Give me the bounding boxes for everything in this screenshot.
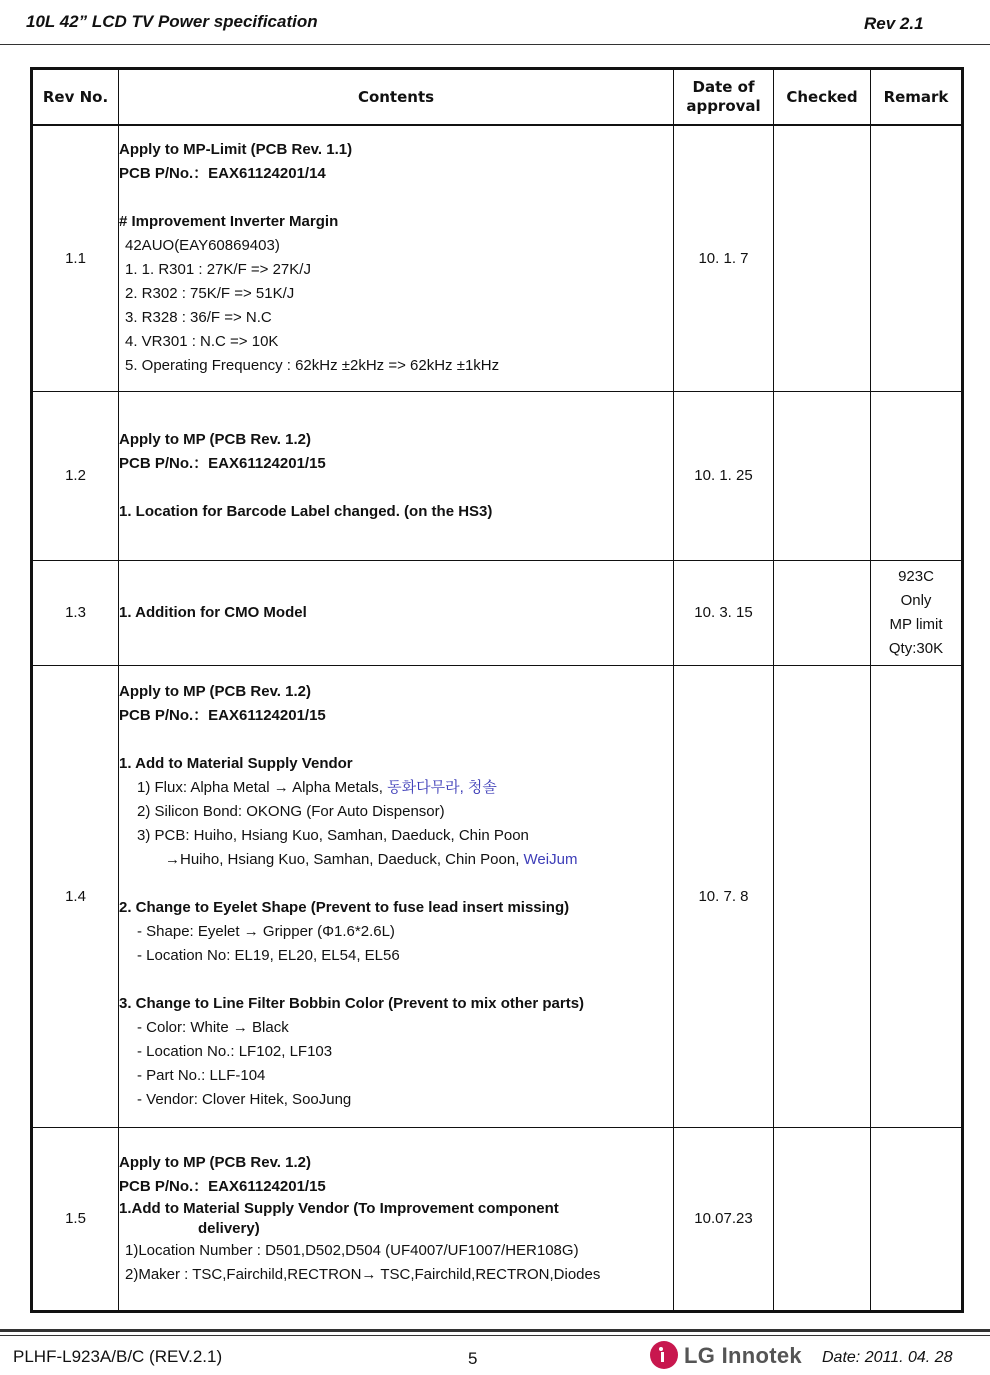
checked-cell: [774, 125, 871, 391]
content-line: 1. Location for Barcode Label changed. (on the HS3): [119, 502, 493, 520]
date-cell: 10. 1. 25: [674, 391, 774, 560]
checked-cell: [774, 1127, 871, 1311]
content-line: 3. Change to Line Filter Bobbin Color (Prevent to mix other parts): [119, 995, 585, 1012]
remark-line: MP limit: [889, 615, 943, 633]
content-line: PCB P/No.：EAX61124201/15: [119, 1177, 326, 1195]
content-line: - Vendor: Clover Hitek, SooJung: [137, 1091, 352, 1108]
remark-line: Only: [900, 591, 932, 609]
content-line: - Color: White → Black: [137, 1019, 289, 1036]
date-cell: 10. 1. 7: [674, 125, 774, 391]
checked-cell: [774, 560, 871, 665]
content-line: 5. Operating Frequency : 62kHz ±2kHz => 62kHz ±1kHz: [125, 357, 500, 375]
content-line: 1. Addition for CMO Model: [119, 603, 307, 621]
content-line: [119, 776, 673, 800]
revision-history-table: [30, 67, 964, 1313]
content-line: PCB P/No.：EAX61124201/15: [119, 707, 326, 724]
content-line: 42AUO(EAY60869403): [125, 237, 280, 255]
table-row: [32, 125, 963, 391]
contents-cell: [119, 1127, 674, 1311]
date-cell: 10.07.23: [674, 1127, 774, 1311]
content-line: 1)Location Number : D501,D502,D504 (UF4007/UF1007/HER108G): [125, 1241, 579, 1259]
content-text: →Huiho, Hsiang Kuo, Samhan, Daeduck, Chin Poon,: [165, 851, 524, 868]
header-rule: [0, 44, 990, 45]
rev-no-cell: 1.5: [32, 1127, 119, 1311]
footer-rule-thin: [0, 1335, 990, 1336]
contents-cell: [119, 391, 674, 560]
document-title: 10L 42” LCD TV Power specification: [26, 12, 318, 31]
contents-cell: [119, 125, 674, 391]
column-header-checked: Checked: [774, 69, 871, 126]
remark-cell: [871, 560, 963, 665]
footer-date: Date: 2011. 04. 28: [822, 1349, 953, 1366]
blank-line: [119, 872, 673, 896]
rev-no-cell: 1.3: [32, 560, 119, 665]
revision-label: Rev 2.1: [864, 14, 924, 33]
footer-rule-thick: [0, 1329, 990, 1332]
page-number: 5: [468, 1349, 478, 1368]
content-line: # Improvement Inverter Margin: [119, 213, 339, 231]
content-line: Apply to MP (PCB Rev. 1.2): [119, 430, 311, 448]
date-cell: 10. 3. 15: [674, 560, 774, 665]
content-line: 3. R328 : 36/F => N.C: [125, 309, 272, 327]
content-line: [119, 848, 673, 872]
content-line: - Location No: EL19, EL20, EL54, EL56: [137, 947, 400, 964]
content-line: Apply to MP (PCB Rev. 1.2): [119, 683, 311, 700]
content-line: Apply to MP-Limit (PCB Rev. 1.1): [119, 141, 353, 159]
blank-line: [119, 186, 673, 210]
content-line: 1. Add to Material Supply Vendor: [119, 755, 353, 772]
content-line: PCB P/No.：EAX61124201/14: [119, 165, 326, 183]
table-header-row: [32, 69, 963, 126]
rev-no-cell: 1.1: [32, 125, 119, 391]
blank-line: [119, 968, 673, 992]
content-line: PCB P/No.：EAX61124201/15: [119, 454, 326, 472]
content-line: delivery): [198, 1219, 260, 1237]
content-line: - Part No.: LLF-104: [137, 1067, 266, 1084]
remark-line: Qty:30K: [888, 639, 944, 657]
column-header-contents: Contents: [119, 69, 674, 126]
content-line: 1.Add to Material Supply Vendor (To Improvement component: [119, 1199, 559, 1217]
contents-cell: [119, 560, 674, 665]
column-header-remark: Remark: [871, 69, 963, 126]
remark-cell: [871, 1127, 963, 1311]
checked-cell: [774, 391, 871, 560]
table-row: [32, 1127, 963, 1311]
content-line: 2. R302 : 75K/F => 51K/J: [125, 285, 295, 303]
column-header-date: Date of approval: [674, 69, 774, 126]
content-line: 2) Silicon Bond: OKONG (For Auto Dispensor): [137, 803, 445, 820]
lg-logo-icon: [650, 1341, 678, 1369]
rev-no-cell: 1.4: [32, 665, 119, 1127]
content-line: 2. Change to Eyelet Shape (Prevent to fuse lead insert missing): [119, 899, 570, 916]
blank-line: [119, 476, 673, 500]
content-line: 1. 1. R301 : 27K/F => 27K/J: [125, 261, 311, 279]
brand-name: LG Innotek: [684, 1343, 802, 1368]
content-text: 1) Flux: Alpha Metal → Alpha Metals,: [137, 779, 388, 796]
table-row: [32, 665, 963, 1127]
contents-cell: [119, 665, 674, 1127]
checked-cell: [774, 665, 871, 1127]
table-row: [32, 560, 963, 665]
content-line: Apply to MP (PCB Rev. 1.2): [119, 1153, 311, 1171]
rev-no-cell: 1.2: [32, 391, 119, 560]
date-cell: 10. 7. 8: [674, 665, 774, 1127]
table-row: [32, 391, 963, 560]
remark-cell: [871, 125, 963, 391]
korean-vendor-text: 동화다무라, 청솔: [387, 779, 497, 796]
content-line: 3) PCB: Huiho, Hsiang Kuo, Samhan, Daeduck, Chin Poon: [137, 827, 529, 844]
content-line: - Location No.: LF102, LF103: [137, 1043, 333, 1060]
remark-cell: [871, 391, 963, 560]
remark-cell: [871, 665, 963, 1127]
footer-document-number: PLHF-L923A/B/C (REV.2.1): [13, 1347, 223, 1366]
remark-line: 923C: [898, 567, 934, 585]
vendor-highlight-text: WeiJum: [523, 851, 578, 868]
content-line: - Shape: Eyelet → Gripper (Φ1.6*2.6L): [137, 923, 395, 940]
content-line: 4. VR301 : N.C => 10K: [125, 333, 279, 351]
column-header-rev-no: Rev No.: [32, 69, 119, 126]
blank-line: [119, 728, 673, 752]
content-line: 2)Maker : TSC,Fairchild,RECTRON→ TSC,Fairchild,RECTRON,Diodes: [125, 1265, 601, 1283]
